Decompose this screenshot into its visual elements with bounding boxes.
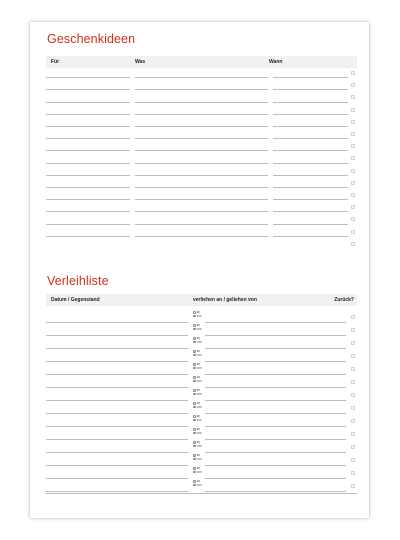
gift-row-checkbox[interactable] [351,230,355,234]
radio-circle-icon[interactable] [193,311,196,314]
gift-table-header [46,56,357,68]
gift-row-checkbox[interactable] [351,120,355,124]
lend-field-date-item[interactable] [46,335,188,336]
lend-returned-checkbox[interactable] [351,393,355,397]
lend-direction-label: von [196,326,202,331]
lend-direction-label: von [196,391,202,396]
gift-field-what[interactable] [135,102,268,103]
lend-direction-choice[interactable] [193,324,202,331]
radio-circle-icon[interactable] [193,441,196,444]
lend-direction-label: von [196,352,202,357]
gift-field-when[interactable] [273,77,348,78]
gift-field-for[interactable] [46,175,130,176]
gift-section-title: Geschenkideen [47,32,136,46]
lend-field-date-item[interactable] [46,348,188,349]
radio-circle-icon[interactable] [193,393,196,396]
lend-direction-choice[interactable] [193,467,202,474]
lend-field-date-item[interactable] [46,491,188,492]
lend-direction-option[interactable] [193,458,202,462]
gift-field-what[interactable] [135,150,268,151]
lend-direction-label: an [196,479,201,484]
lend-direction-choice[interactable] [193,350,202,357]
gift-field-what[interactable] [135,211,268,212]
radio-circle-icon[interactable] [193,406,196,409]
lend-direction-option[interactable] [193,354,202,358]
gift-field-when[interactable] [273,224,348,225]
lend-field-person[interactable] [205,322,346,323]
lend-field-date-item[interactable] [46,413,188,414]
gift-row-checkbox[interactable] [351,95,355,99]
lend-field-person[interactable] [205,439,346,440]
gift-row-checkbox[interactable] [351,205,355,209]
lend-direction-label: von [196,443,202,448]
gift-field-for[interactable] [46,77,130,78]
lend-direction-label: von [196,469,202,474]
gift-field-for[interactable] [46,199,130,200]
lend-direction-option[interactable] [193,328,202,332]
lend-direction-choice[interactable] [193,441,202,448]
lend-direction-option[interactable] [193,315,202,319]
lend-direction-label: von [196,417,202,422]
radio-circle-icon[interactable] [193,471,196,474]
lend-direction-label: an [196,349,201,354]
radio-circle-icon[interactable] [193,415,196,418]
lend-field-person[interactable] [205,361,346,362]
radio-circle-icon[interactable] [193,445,196,448]
lend-direction-label: an [196,362,201,367]
radio-circle-icon[interactable] [193,328,196,331]
lend-direction-label: von [196,430,202,435]
lend-direction-label: an [196,401,201,406]
gift-field-when[interactable] [273,199,348,200]
lend-field-person[interactable] [205,348,346,349]
lend-table-header [46,294,357,306]
gift-field-when[interactable] [273,138,348,139]
radio-circle-icon[interactable] [193,402,196,405]
gift-field-for[interactable] [46,163,130,164]
gift-field-for[interactable] [46,150,130,151]
gift-field-for[interactable] [46,102,130,103]
lend-direction-choice[interactable] [193,311,202,318]
lend-returned-checkbox[interactable] [351,484,355,488]
radio-circle-icon[interactable] [193,350,196,353]
lend-direction-choice[interactable] [193,363,202,370]
gift-field-when[interactable] [273,175,348,176]
gift-row-checkbox[interactable] [351,71,355,75]
gift-field-for[interactable] [46,187,130,188]
gift-row-checkbox[interactable] [351,83,355,87]
gift-row-checkbox[interactable] [351,144,355,148]
lend-field-person[interactable] [205,387,346,388]
lend-direction-label: an [196,440,201,445]
radio-circle-icon[interactable] [193,315,196,318]
radio-circle-icon[interactable] [193,480,196,483]
lend-returned-checkbox[interactable] [351,380,355,384]
gift-row-checkbox[interactable] [351,193,355,197]
lend-field-person[interactable] [205,465,346,466]
lend-direction-label: an [196,414,201,419]
gift-field-what[interactable] [135,187,268,188]
gift-row-checkbox[interactable] [351,242,355,246]
lend-direction-choice[interactable] [193,415,202,422]
gift-field-when[interactable] [273,102,348,103]
gift-field-for[interactable] [46,138,130,139]
lend-direction-label: von [196,378,202,383]
lend-returned-checkbox[interactable] [351,354,355,358]
lend-direction-label: an [196,466,201,471]
gift-field-for[interactable] [46,114,130,115]
lend-field-date-item[interactable] [46,439,188,440]
gift-field-when[interactable] [273,236,348,237]
gift-row-checkbox[interactable] [351,156,355,160]
lend-direction-option[interactable] [193,367,202,371]
lend-returned-checkbox[interactable] [351,315,355,319]
gift-field-what[interactable] [135,89,268,90]
radio-circle-icon[interactable] [193,467,196,470]
radio-circle-icon[interactable] [193,367,196,370]
lend-direction-choice[interactable] [193,376,202,383]
planner-sheet [30,22,369,518]
lend-field-person[interactable] [205,413,346,414]
lend-direction-label: von [196,404,202,409]
lend-direction-label: von [196,313,202,318]
lend-returned-checkbox[interactable] [351,341,355,345]
gift-field-when[interactable] [273,163,348,164]
gift-row-checkbox[interactable] [351,169,355,173]
lend-field-date-item[interactable] [46,400,188,401]
lend-field-date-item[interactable] [46,452,188,453]
gift-field-what[interactable] [135,138,268,139]
lend-field-date-item[interactable] [46,322,188,323]
lend-direction-label: von [196,456,202,461]
lend-direction-option[interactable] [193,484,202,488]
lend-direction-option[interactable] [193,445,202,449]
lend-direction-label: an [196,375,201,380]
lend-returned-checkbox[interactable] [351,432,355,436]
lend-col-lent-borrowed: verliehen an / geliehen von [193,297,257,303]
lend-field-person[interactable] [205,335,346,336]
gift-field-for[interactable] [46,89,130,90]
gift-field-what[interactable] [135,114,268,115]
gift-field-when[interactable] [273,211,348,212]
lend-returned-checkbox[interactable] [351,458,355,462]
gift-field-when[interactable] [273,89,348,90]
radio-circle-icon[interactable] [193,432,196,435]
lend-field-date-item[interactable] [46,374,188,375]
radio-circle-icon[interactable] [193,389,196,392]
gift-field-for[interactable] [46,126,130,127]
lend-section-title: Verleihliste [47,274,109,288]
lend-field-person[interactable] [205,452,346,453]
lend-direction-option[interactable] [193,393,202,397]
lend-direction-option[interactable] [193,406,202,410]
gift-field-for[interactable] [46,224,130,225]
radio-circle-icon[interactable] [193,337,196,340]
gift-field-for[interactable] [46,211,130,212]
lend-field-date-item[interactable] [46,387,188,388]
lend-returned-checkbox[interactable] [351,367,355,371]
radio-circle-icon[interactable] [193,376,196,379]
lend-direction-option[interactable] [193,432,202,436]
lend-direction-choice[interactable] [193,337,202,344]
radio-circle-icon[interactable] [193,454,196,457]
lend-direction-label: an [196,310,201,315]
lend-field-person[interactable] [205,491,346,492]
gift-field-what[interactable] [135,175,268,176]
gift-row-checkbox[interactable] [351,181,355,185]
lend-direction-label: an [196,427,201,432]
radio-circle-icon[interactable] [193,354,196,357]
lend-field-date-item[interactable] [46,426,188,427]
lend-direction-label: an [196,336,201,341]
gift-row-checkbox[interactable] [351,108,355,112]
lend-direction-option[interactable] [193,341,202,345]
radio-circle-icon[interactable] [193,324,196,327]
gift-col-when: Wann [269,59,283,65]
radio-circle-icon[interactable] [193,380,196,383]
lend-returned-checkbox[interactable] [351,471,355,475]
lend-direction-label: von [196,339,202,344]
lend-field-date-item[interactable] [46,465,188,466]
gift-field-what[interactable] [135,163,268,164]
lend-direction-option[interactable] [193,471,202,475]
gift-field-what[interactable] [135,77,268,78]
gift-field-what[interactable] [135,236,268,237]
lend-direction-choice[interactable] [193,402,202,409]
lend-col-returned: Zurück? [334,297,354,303]
gift-field-when[interactable] [273,126,348,127]
lend-direction-choice[interactable] [193,454,202,461]
radio-circle-icon[interactable] [193,419,196,422]
lend-direction-choice[interactable] [193,389,202,396]
gift-field-for[interactable] [46,236,130,237]
lend-direction-choice[interactable] [193,428,202,435]
lend-returned-checkbox[interactable] [351,406,355,410]
radio-circle-icon[interactable] [193,428,196,431]
gift-field-when[interactable] [273,150,348,151]
lend-direction-label: von [196,365,202,370]
lend-direction-option[interactable] [193,419,202,423]
gift-field-when[interactable] [273,187,348,188]
lend-returned-checkbox[interactable] [351,328,355,332]
lend-direction-choice[interactable] [193,480,202,487]
radio-circle-icon[interactable] [193,458,196,461]
gift-field-what[interactable] [135,224,268,225]
lend-direction-label: an [196,453,201,458]
radio-circle-icon[interactable] [193,484,196,487]
lend-direction-option[interactable] [193,380,202,384]
lend-col-date-item: Datum / Gegenstand [51,297,100,303]
lend-table-bottom-rule [46,493,357,494]
lend-direction-label: an [196,388,201,393]
gift-row-checkbox[interactable] [351,217,355,221]
lend-direction-label: von [196,482,202,487]
lend-field-person[interactable] [205,400,346,401]
lend-returned-checkbox[interactable] [351,445,355,449]
radio-circle-icon[interactable] [193,341,196,344]
gift-field-what[interactable] [135,126,268,127]
lend-field-person[interactable] [205,426,346,427]
lend-field-date-item[interactable] [46,478,188,479]
gift-row-checkbox[interactable] [351,132,355,136]
lend-returned-checkbox[interactable] [351,419,355,423]
gift-col-what: Was [135,59,146,65]
lend-field-date-item[interactable] [46,361,188,362]
lend-direction-label: an [196,323,201,328]
lend-field-person[interactable] [205,374,346,375]
gift-field-when[interactable] [273,114,348,115]
gift-col-for: Für [51,59,60,65]
lend-field-person[interactable] [205,478,346,479]
radio-circle-icon[interactable] [193,363,196,366]
gift-field-what[interactable] [135,199,268,200]
